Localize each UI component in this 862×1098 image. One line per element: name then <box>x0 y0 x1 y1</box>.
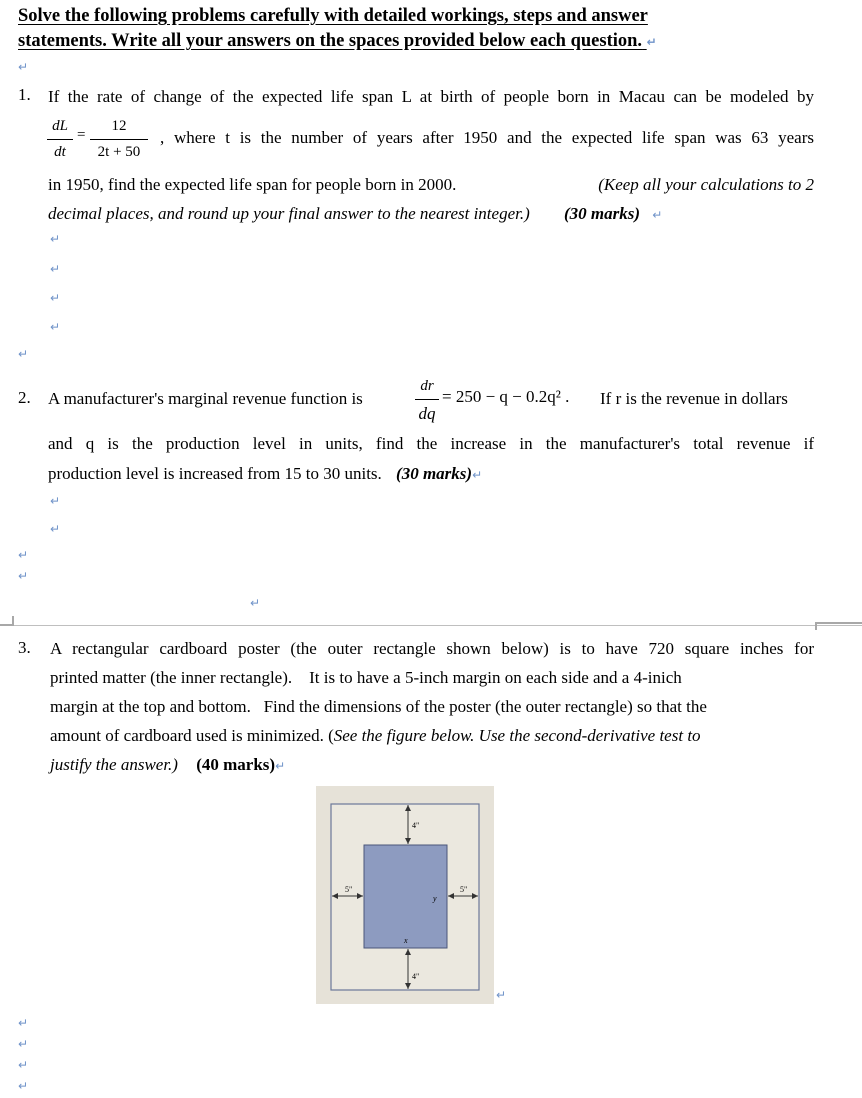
question-3-line-4 <box>50 721 814 750</box>
poster-diagram <box>316 786 494 1004</box>
paragraph-mark-icon: ↵ <box>18 548 29 562</box>
question-2-line-1-text: A manufacturer's marginal revenue function is <box>48 389 363 408</box>
question-3-marks: (40 marks) <box>196 755 276 774</box>
paragraph-mark-icon: ↵ <box>646 35 657 49</box>
question-3-line-5 <box>50 750 814 781</box>
dr-numerator: dr <box>420 378 434 394</box>
fraction-bar <box>415 399 439 400</box>
dq-denominator: dq <box>418 404 436 423</box>
question-3-line-4-text: amount of cardboard used is minimized. ( <box>50 726 334 745</box>
left-margin-label: 5" <box>345 885 353 894</box>
question-2-number: 2. <box>18 388 31 407</box>
paragraph-mark-icon: ↵ <box>50 232 61 246</box>
poster-figure <box>316 786 494 1004</box>
paragraph-mark-icon: ↵ <box>18 1037 29 1051</box>
question-3-number: 3. <box>18 638 31 657</box>
paragraph-mark-icon: ↵ <box>18 569 29 583</box>
revenue-equation: = 250 − q − 0.2q² . <box>442 387 570 406</box>
paragraph-mark-icon: ↵ <box>18 347 29 361</box>
dt-denominator: dt <box>54 144 66 160</box>
question-1-line-4 <box>48 199 814 230</box>
paragraph-mark-icon: ↵ <box>50 320 61 334</box>
question-2-line-2: and q is the production level in units, find the increase in the manufacturer's total revenue if <box>48 434 814 453</box>
instructions-line-2: statements. Write all your answers on the spaces provided below each question. <box>18 31 643 51</box>
paragraph-mark-icon: ↵ <box>18 1016 29 1030</box>
denominator-2t-50: 2t + 50 <box>97 144 141 160</box>
numerator-12: 12 <box>111 118 127 134</box>
paragraph-mark-icon: ↵ <box>18 1079 29 1093</box>
paragraph-mark-icon: ↵ <box>496 988 507 1002</box>
paragraph-mark-icon: ↵ <box>18 1058 29 1072</box>
question-2-line-3-text: production level is increased from 15 to 30 units. <box>48 464 382 483</box>
paragraph-mark-icon: ↵ <box>275 759 286 773</box>
question-1-marks: (30 marks) <box>564 204 641 223</box>
question-1-line-2: , where t is the number of years after 1950 and the expected life span was 63 years <box>160 128 814 147</box>
right-margin-label: 5" <box>460 885 468 894</box>
paragraph-mark-icon: ↵ <box>652 208 663 222</box>
page-corner-left <box>0 616 14 626</box>
question-3-line-1: A rectangular cardboard poster (the outer rectangle shown below) is to have 720 square inches for <box>50 639 814 658</box>
paragraph-mark-icon: ↵ <box>50 522 61 536</box>
equals-sign: = <box>77 127 86 143</box>
question-2-marks: (30 marks) <box>396 464 473 483</box>
question-3-line-5-italic: justify the answer.) <box>50 755 178 774</box>
paragraph-mark-icon: ↵ <box>18 60 29 74</box>
paragraph-mark-icon: ↵ <box>472 468 483 482</box>
paragraph-mark-icon: ↵ <box>50 262 61 276</box>
question-1-line-3 <box>48 170 814 199</box>
dl-numerator: dL <box>52 118 68 134</box>
question-3-line-2: printed matter (the inner rectangle). It is to have a 5-inch margin on each side and a 4-inich <box>50 668 682 687</box>
question-1-line-3-italic: (Keep all your calculations to 2 <box>598 175 814 194</box>
question-2-line-3 <box>48 459 814 490</box>
question-3-line-3: margin at the top and bottom. Find the dimensions of the poster (the outer rectangle) so that the <box>50 697 707 716</box>
page-corner-right <box>815 622 862 630</box>
question-2-line-1-end: If r is the revenue in dollars <box>600 389 788 408</box>
question-1-line-1: If the rate of change of the expected life span L at birth of people born in Macau can be modeled by <box>48 87 814 106</box>
instructions-heading <box>18 4 818 55</box>
question-1-line-4-italic: decimal places, and round up your final answer to the nearest integer.) <box>48 204 530 223</box>
question-1-line-3-text: in 1950, find the expected life span for people born in 2000. <box>48 175 457 194</box>
page-break <box>0 625 862 626</box>
question-1-number: 1. <box>18 85 31 104</box>
question-3-line-4-italic: See the figure below. Use the second-derivative test to <box>333 726 701 745</box>
top-margin-label: 4" <box>412 821 420 830</box>
x-dimension-label: x <box>404 936 408 945</box>
paragraph-mark-icon: ↵ <box>250 596 261 610</box>
bottom-margin-label: 4" <box>412 972 420 981</box>
fraction-bar <box>90 139 148 140</box>
fraction-bar <box>47 139 73 140</box>
paragraph-mark-icon: ↵ <box>50 291 61 305</box>
y-dimension-label: y <box>433 894 437 903</box>
paragraph-mark-icon: ↵ <box>50 494 61 508</box>
instructions-line-1: Solve the following problems carefully with detailed workings, steps and answer <box>18 6 648 26</box>
